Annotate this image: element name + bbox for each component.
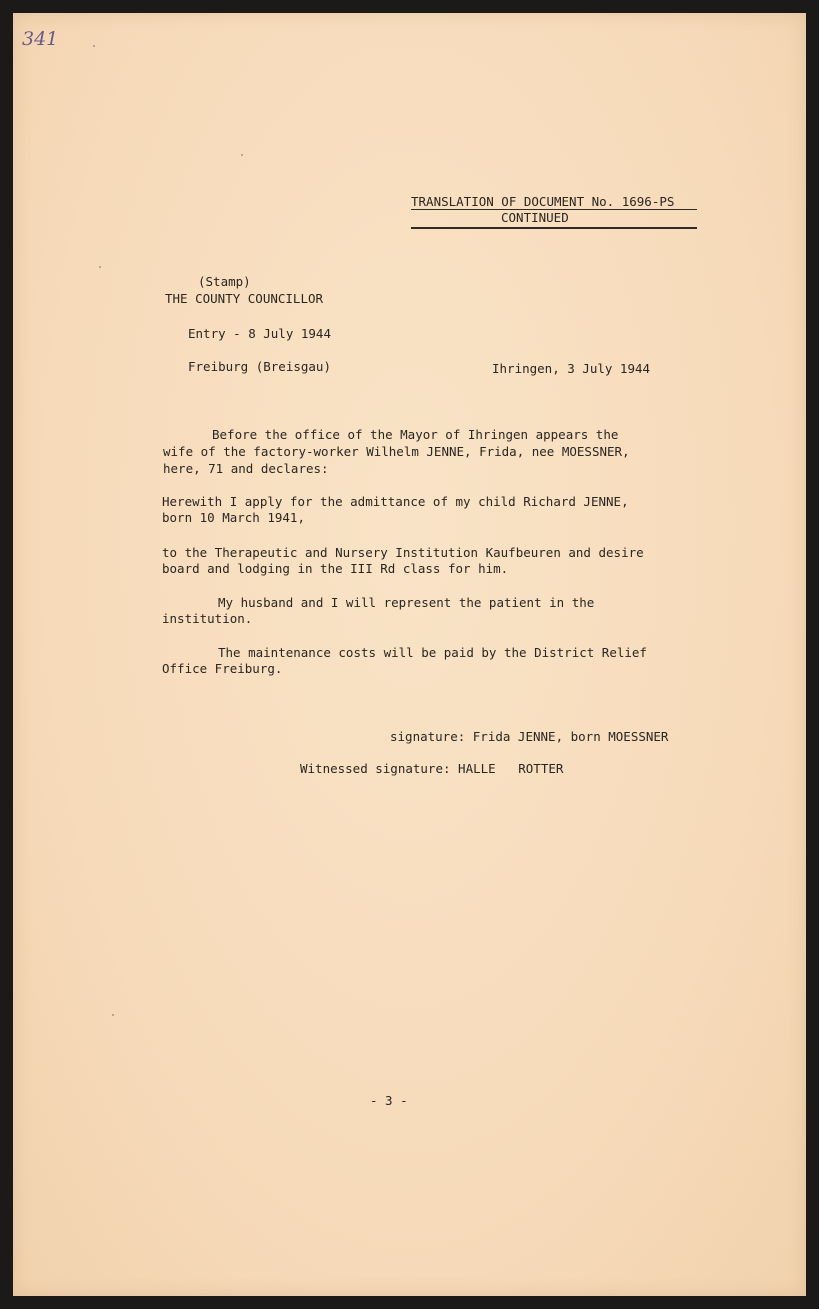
witnessed-signature-line: Witnessed signature: HALLE ROTTER [300, 761, 564, 776]
paper-speck [99, 266, 101, 268]
apply-line-1: Herewith I apply for the admittance of my child Richard JENNE, [162, 494, 629, 509]
stamp-location: Freiburg (Breisgau) [188, 359, 331, 374]
apply-line-2: born 10 March 1941, [162, 510, 305, 525]
paper-speck [112, 1014, 114, 1016]
place-date: Ihringen, 3 July 1944 [492, 361, 651, 376]
stamp-entry: Entry - 8 July 1944 [188, 326, 331, 341]
handwritten-page-number: 341 [22, 28, 59, 50]
institution-line-1: to the Therapeutic and Nursery Institution Kaufbeuren and desire [162, 545, 644, 560]
institution-line-2: board and lodging in the III Rd class for him. [162, 561, 509, 576]
costs-line-1: The maintenance costs will be paid by the District Relief [218, 645, 647, 660]
intro-line-1: Before the office of the Mayor of Ihringen appears the [212, 427, 619, 442]
document-subtitle: CONTINUED [501, 210, 569, 225]
paper-speck [93, 45, 95, 47]
signature-line: signature: Frida JENNE, born MOESSNER [390, 729, 669, 744]
stamp-office: THE COUNTY COUNCILLOR [165, 291, 324, 306]
paper-speck [241, 154, 243, 156]
represent-line-2: institution. [162, 611, 253, 626]
intro-line-2: wife of the factory-worker Wilhelm JENNE, Frida, nee MOESSNER, [163, 444, 630, 459]
title-underline-bottom [411, 227, 697, 229]
document-title: TRANSLATION OF DOCUMENT No. 1696-PS [411, 194, 675, 209]
intro-line-3: here, 71 and declares: [163, 461, 329, 476]
represent-line-1: My husband and I will represent the patient in the [218, 595, 595, 610]
costs-line-2: Office Freiburg. [162, 661, 283, 676]
page-number: - 3 - [370, 1093, 408, 1108]
stamp-label: (Stamp) [198, 274, 251, 289]
